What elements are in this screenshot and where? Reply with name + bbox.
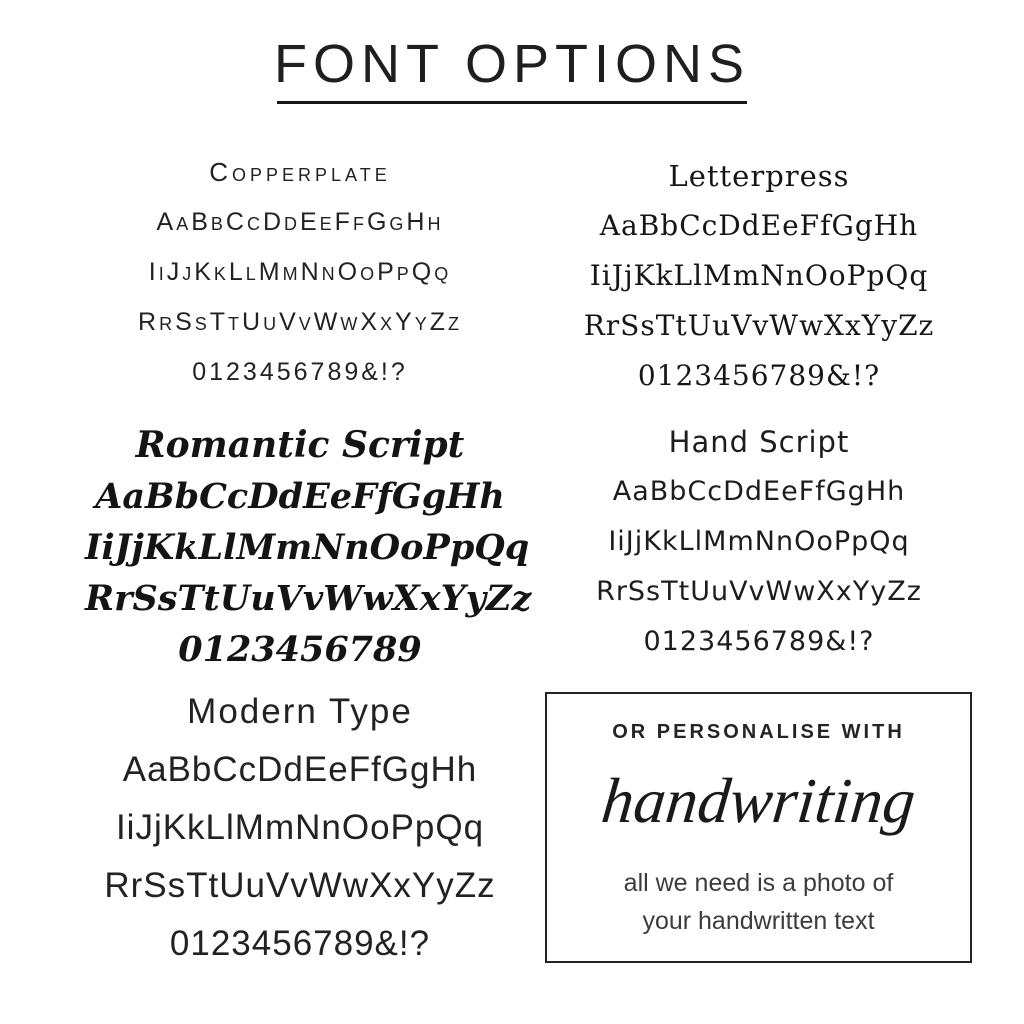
font-specimen-modern-type (85, 683, 515, 973)
sample-line: 0123456789&!? (192, 358, 408, 386)
sample-line: IiJjKkLlMmNnOoPpQq (85, 527, 530, 568)
font-specimen-hand-script (543, 417, 975, 667)
page-title: FONT OPTIONS (273, 34, 751, 94)
sample-line: AaBbCcDdEeFfGgHh (156, 208, 444, 236)
header (0, 29, 1024, 104)
personalise-note-line2: your handwritten text (642, 907, 875, 935)
sample-line: 0123456789&!? (637, 359, 881, 392)
sample-line: 0123456789&!? (169, 924, 431, 963)
font-name-copperplate: Copperplate (209, 157, 391, 187)
personalise-note-line1: all we need is a photo of (623, 869, 894, 897)
sample-line: RrSsTtUuVvWwXxYyZz (583, 309, 935, 342)
font-name-hand-script: Hand Script (668, 425, 850, 459)
sample-line: IiJjKkLlMmNnOoPpQq (608, 526, 910, 557)
sample-line: IiJjKkLlMmNnOoPpQq (115, 808, 485, 847)
font-specimen-romantic-script (85, 420, 532, 675)
sample-line: AaBbCcDdEeFfGgHh (599, 209, 919, 242)
sample-line: AaBbCcDdEeFfGgHh (122, 750, 478, 789)
sample-line: AaBbCcDdEeFfGgHh (612, 476, 906, 507)
font-specimen-letterpress (543, 151, 975, 401)
sample-line: RrSsTtUuVvWwXxYyZz (85, 578, 532, 619)
font-name-modern-type: Modern Type (187, 692, 413, 731)
font-specimen-copperplate (85, 147, 515, 397)
personalise-heading: OR PERSONALISE WITH (612, 721, 905, 743)
sample-line: RrSsTtUuVvWwXxYyZz (104, 866, 496, 905)
sample-line: AaBbCcDdEeFfGgHh (95, 476, 505, 517)
sample-line: RrSsTtUuVvWwXxYyZz (596, 576, 922, 607)
sample-line: 0123456789 (178, 629, 422, 670)
title-underline (277, 101, 747, 104)
sample-line: IiJjKkLlMmNnOoPpQq (148, 258, 452, 286)
sample-line: RrSsTtUuVvWwXxYyZz (138, 308, 462, 336)
font-name-letterpress: Letterpress (668, 159, 850, 193)
handwriting-script-word: handwriting (598, 765, 919, 836)
font-name-romantic-script: Romantic Script (135, 424, 465, 466)
sample-line: 0123456789&!? (643, 626, 875, 657)
sample-line: IiJjKkLlMmNnOoPpQq (589, 259, 929, 292)
personalise-handwriting-box (545, 692, 972, 963)
